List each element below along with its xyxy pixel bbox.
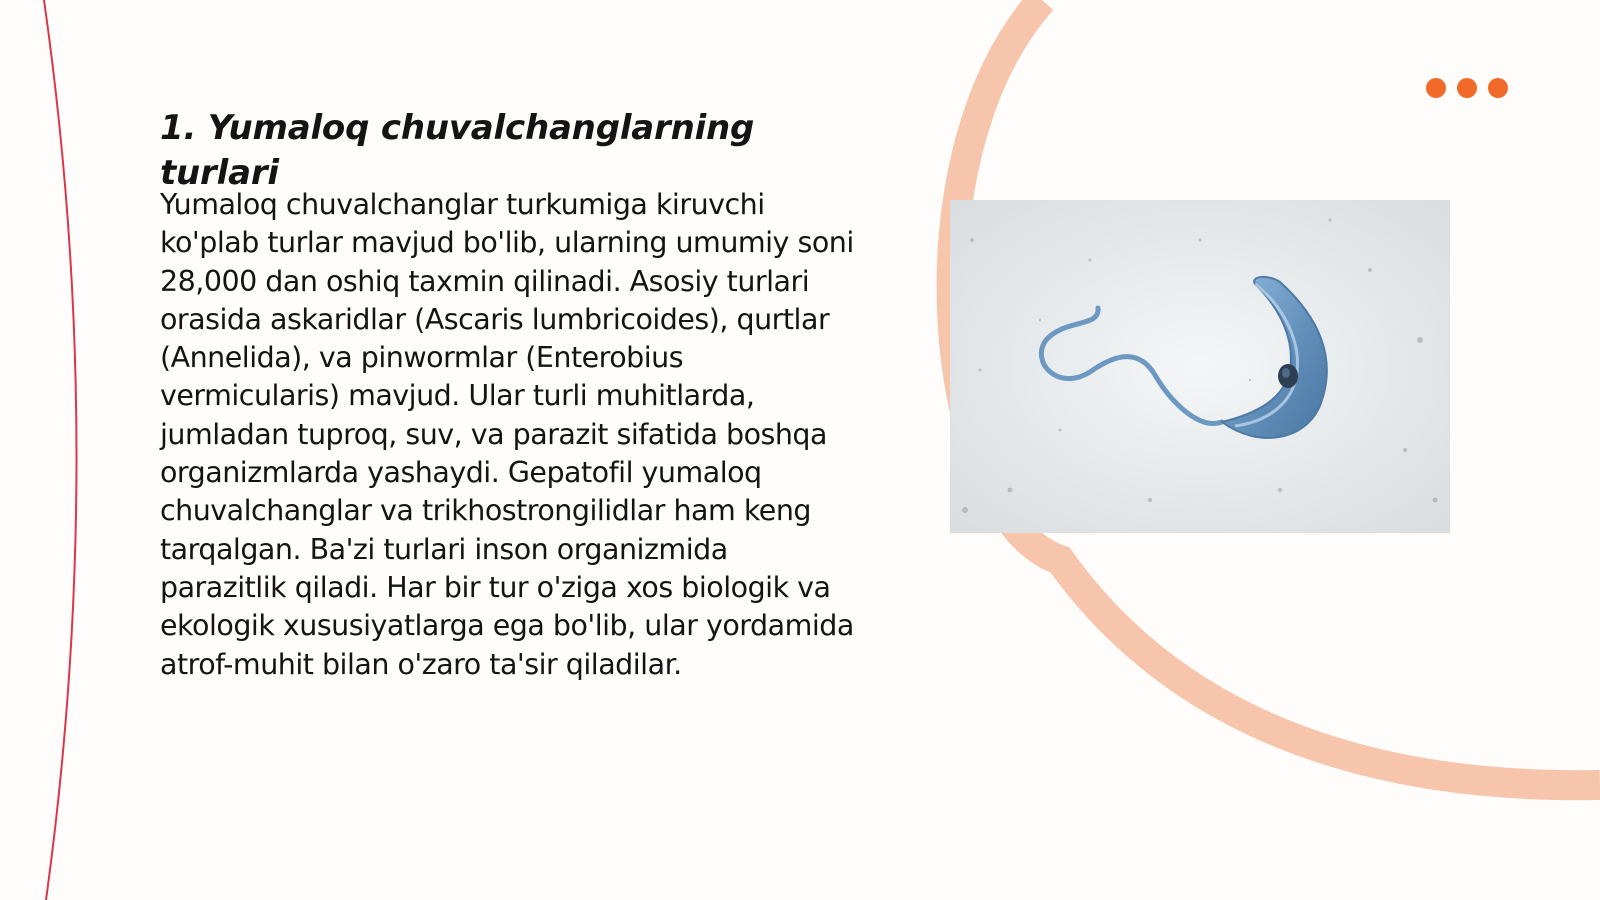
slide-title: 1. Yumaloq chuvalchanglarning turlari	[160, 108, 755, 193]
left-accent-curve	[44, 0, 77, 900]
dot-icon	[1488, 78, 1508, 98]
microorganism-photo-icon	[950, 200, 1450, 533]
organism-photo	[950, 200, 1450, 533]
dot-icon	[1426, 78, 1446, 98]
decorative-dots	[1426, 78, 1508, 98]
slide-body-text: Yumaloq chuvalchanglar turkumiga kiruvchi ko'plab turlar mavjud bo'lib, ularning umumiy soni 28,000 dan oshiq taxmin qilinadi. Asosiy turlari orasida askaridlar (Ascaris lumbricoides), qurtlar (Annelida), va pinwormlar (Enterobius vermicularis) mavjud. Ular turli muhitlarda, jumladan tuproq, suv, va parazit sifatida boshqa organizmlarda yashaydi. Gepatofil yumaloq chuvalchanglar va trikhostrongilidlar ham keng tarqalgan. Ba'zi turlari inson organizmida parazitlik qiladi. Har bir tur o'ziga xos biologik va ekologik xususiyatlarga ega bo'lib, ular yordamida atrof-muhit bilan o'zaro ta'sir qiladilar.	[160, 188, 854, 681]
dot-icon	[1457, 78, 1477, 98]
